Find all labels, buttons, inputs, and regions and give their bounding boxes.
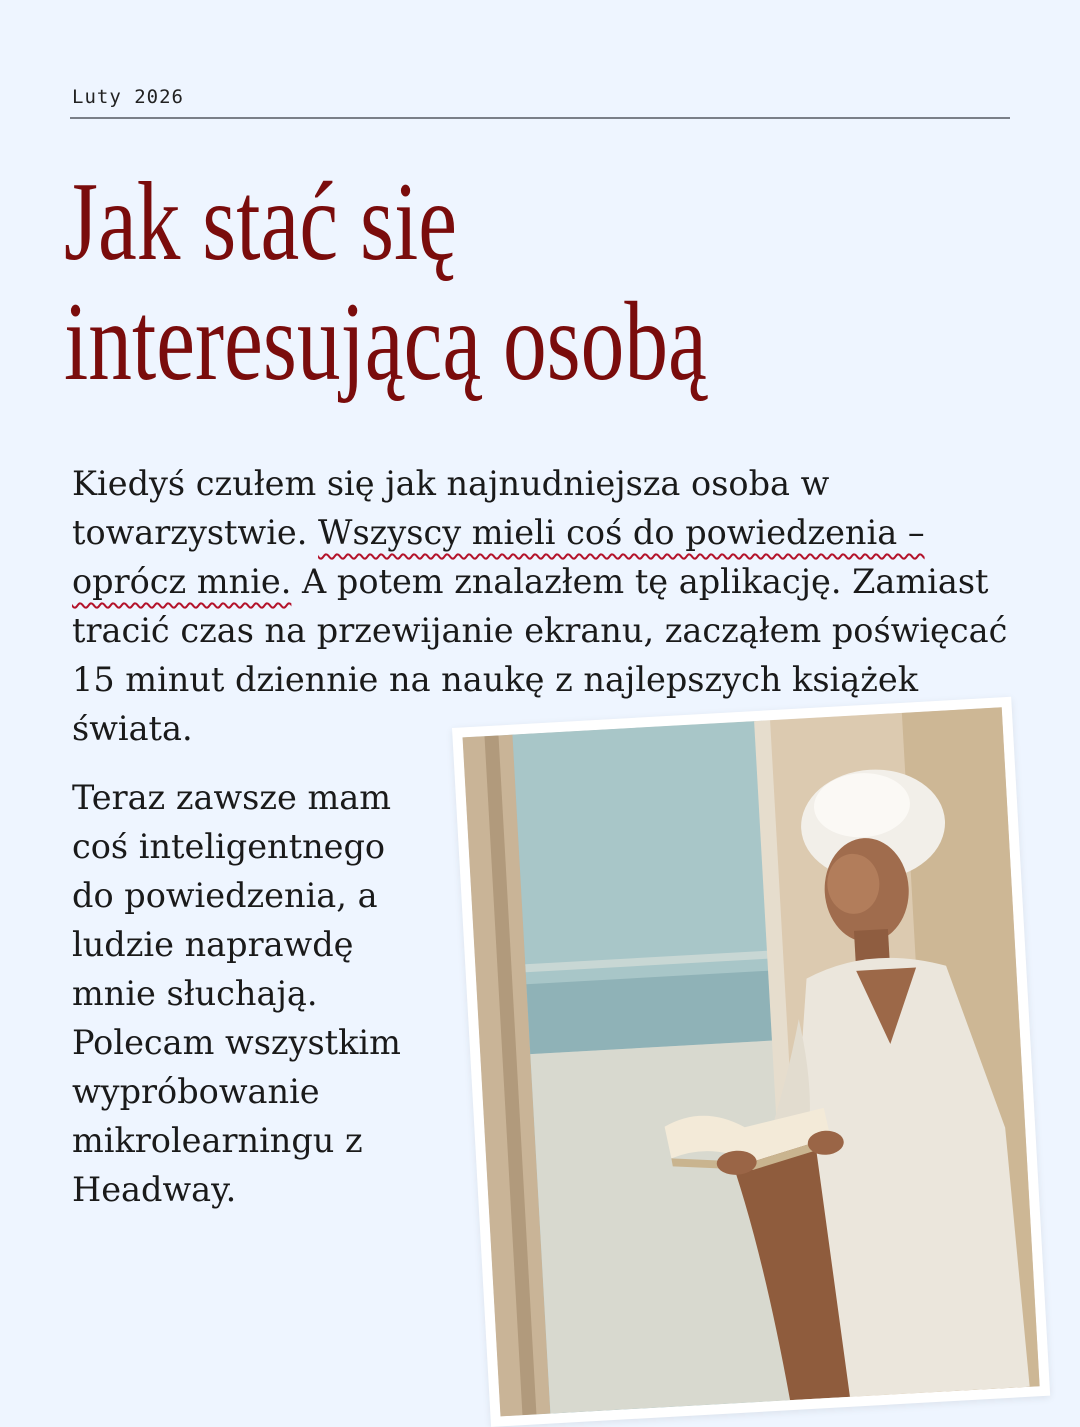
header-divider — [70, 117, 1010, 119]
woman-reading-photo — [463, 707, 1040, 1416]
conclusion-paragraph: Teraz zawsze mam coś inteligentnego do powiedzenia, a ludzie naprawdę mnie słuchają. Polecam wszystkim wypróbowanie mikrolearningu z Headway. — [72, 778, 401, 1209]
article-headline — [64, 162, 813, 402]
headline-line-1: Jak stać się — [64, 160, 457, 284]
article-date: Luty 2026 — [72, 86, 184, 108]
headline-line-2: interesującą osobą — [64, 280, 707, 404]
intro-text-end: A potem znalazłem tę aplikację. Zamiast tracić czas na przewijanie ekranu, zacząłem poświęcać 15 minut dziennie na naukę z najlepszych książek świata. — [72, 562, 1008, 748]
highlighted-quote: Wszyscy mieli coś do powiedzenia – oprócz mnie. — [72, 513, 925, 601]
woman-reading-illustration — [463, 707, 1040, 1416]
intro-text-start: Kiedyś czułem się jak najnudniejsza osoba w towarzystwie. — [72, 464, 830, 552]
photo-frame — [452, 697, 1050, 1427]
